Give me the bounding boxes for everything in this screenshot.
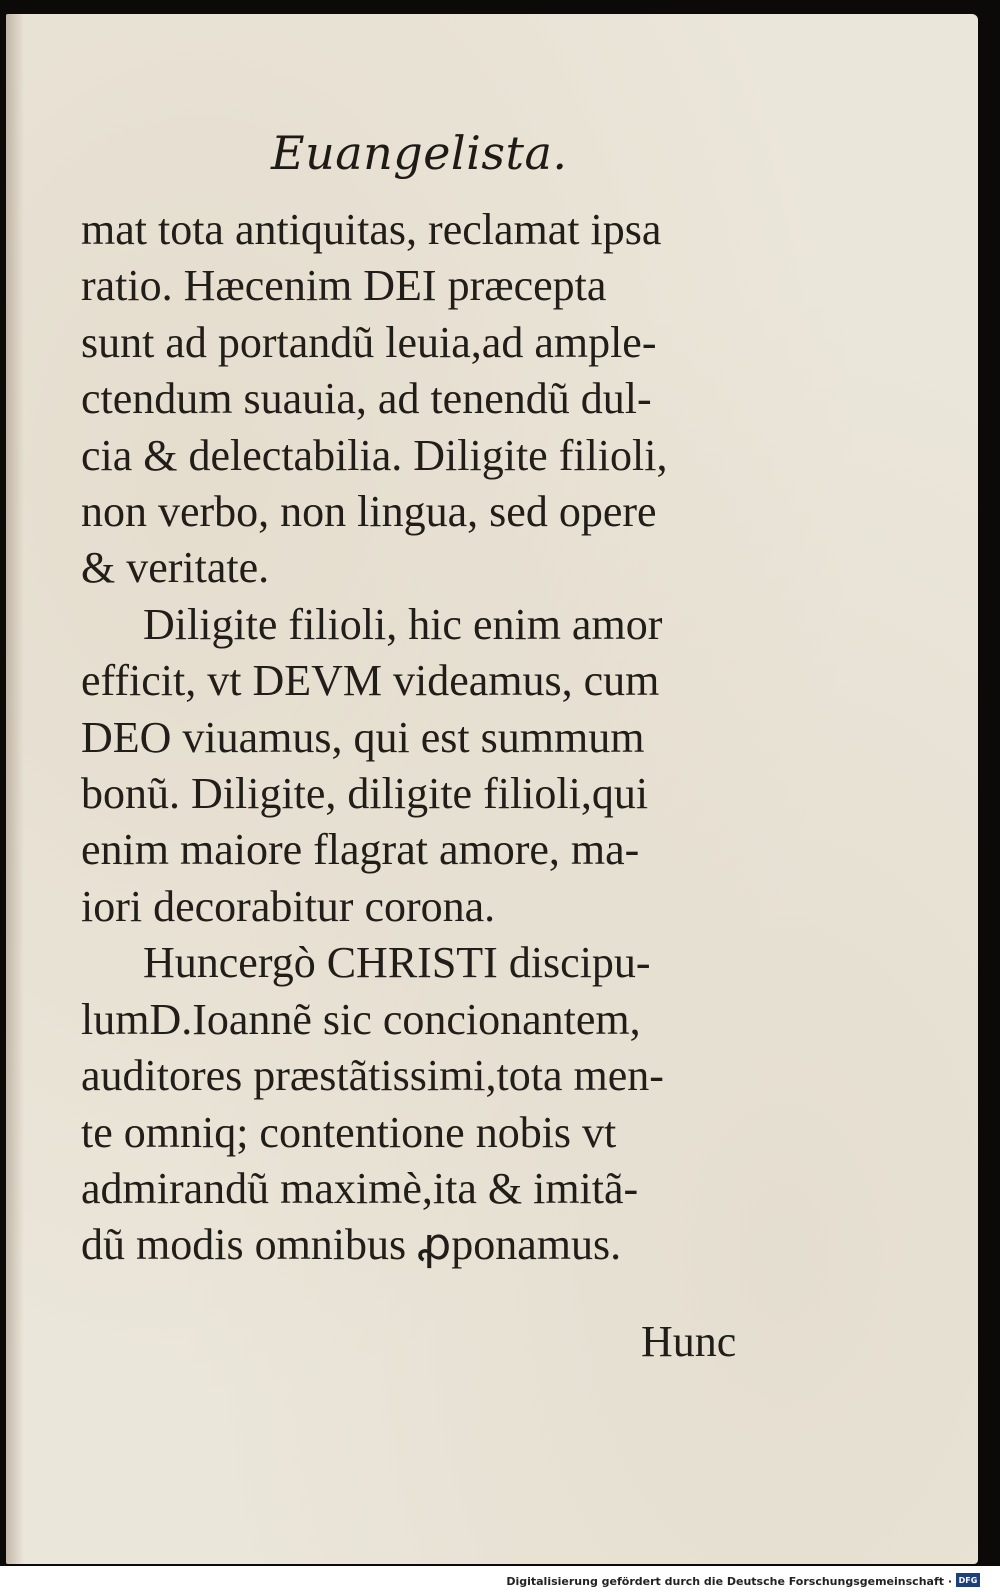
body-text bbox=[81, 202, 781, 1274]
text-line: iori decorabitur corona. bbox=[81, 881, 496, 931]
text-line: cia & delectabilia. Diligite filioli, bbox=[81, 430, 668, 480]
text-line: Diligite filioli, hic enim amor bbox=[143, 599, 663, 649]
text-line: bonũ. Diligite, diligite filioli,qui bbox=[81, 769, 649, 819]
dfg-logo-icon: DFG bbox=[956, 1573, 980, 1587]
text-line: sunt ad portandũ leuia,ad ample- bbox=[81, 317, 657, 367]
text-line: lumD.Ioannẽ sic concionantem, bbox=[81, 994, 641, 1044]
text-line: ratio. Hæcenim DEI præcepta bbox=[81, 261, 607, 311]
footer-credit: Digitalisierung gefördert durch die Deutsche Forschungsgemeinschaft · bbox=[506, 1575, 952, 1588]
text-line: Huncergò CHRISTI discipu- bbox=[143, 938, 651, 988]
running-head: Euangelista. bbox=[271, 126, 568, 180]
footer-bar bbox=[0, 1566, 1000, 1592]
catchword: Hunc bbox=[641, 1317, 737, 1366]
text-line: DEO viuamus, qui est summum bbox=[81, 712, 645, 762]
text-line: admirandũ maximè,ita & imitã- bbox=[81, 1163, 639, 1213]
book-page bbox=[6, 14, 978, 1564]
text-line: efficit, vt DEVM videamus, cum bbox=[81, 656, 660, 706]
text-line: & veritate. bbox=[81, 543, 270, 593]
text-line: ctendum suauia, ad tenendũ dul- bbox=[81, 374, 652, 424]
text-line: enim maiore flagrat amore, ma- bbox=[81, 825, 640, 875]
text-line: mat tota antiquitas, reclamat ipsa bbox=[81, 205, 662, 254]
text-line: te omniq; contentione nobis vt bbox=[81, 1107, 617, 1157]
spine-shadow bbox=[6, 14, 24, 1564]
text-line: dũ modis omnibus ꝓponamus. bbox=[81, 1220, 622, 1270]
text-line: non verbo, non lingua, sed opere bbox=[81, 487, 657, 537]
text-line: auditores præstãtissimi,tota men- bbox=[81, 1051, 664, 1101]
